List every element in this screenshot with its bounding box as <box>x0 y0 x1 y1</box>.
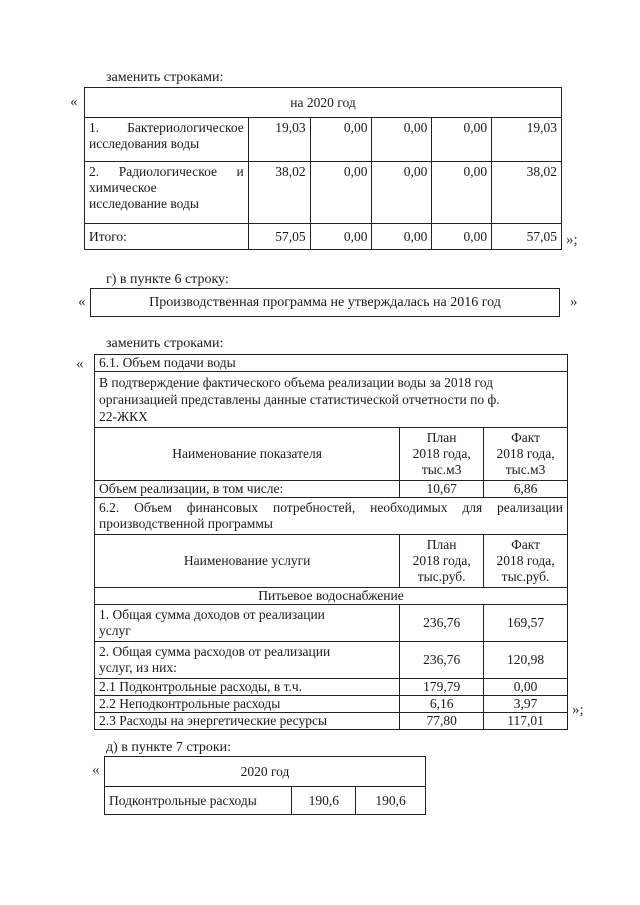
intro-replace-1: заменить строками: <box>106 70 224 85</box>
header-fact-l1: Факт <box>511 537 541 552</box>
header-fact-l2: 2018 года, <box>496 553 555 568</box>
row-name-l2: услуг <box>99 623 131 638</box>
table-2020-header: на 2020 год <box>85 88 562 118</box>
cell: 236,76 <box>400 605 484 642</box>
row-name: 2.3 Расходы на энергетические ресурсы <box>95 713 400 730</box>
note-line-2: организацией представлены данные статистической отчетности по ф. <box>99 392 500 407</box>
cell: 0,00 <box>432 224 492 250</box>
section-6-2-l2: производственной программы <box>99 516 273 531</box>
header-plan-l1: План <box>426 430 457 445</box>
total-label: Итого: <box>85 224 249 250</box>
cell: 0,00 <box>484 679 568 696</box>
table-water-supply <box>94 354 568 730</box>
cell: 57,05 <box>248 224 310 250</box>
cell: 6,16 <box>400 696 484 713</box>
cell: 190,6 <box>292 787 356 815</box>
volume-label: Объем реализации, в том числе: <box>95 481 400 498</box>
table-row <box>85 118 562 162</box>
cell: 179,79 <box>400 679 484 696</box>
header-plan-l2: 2018 года, <box>412 553 471 568</box>
header-fact-l2: 2018 года, <box>496 446 555 461</box>
row2-name-l2: химическое <box>89 180 157 195</box>
volume-fact: 6,86 <box>484 481 568 498</box>
table-row-total <box>85 224 562 250</box>
table-row <box>95 713 568 730</box>
row2-name-l1: 2. Радиологическое и <box>89 164 244 179</box>
cell: 0,00 <box>310 118 372 162</box>
close-quote-1: »; <box>566 232 578 248</box>
volume-plan: 10,67 <box>400 481 484 498</box>
row1-name-l2: исследования воды <box>89 136 200 151</box>
section-6-2-l1: 6.2. Объем финансовых потребностей, необходимых для реализации <box>99 500 563 515</box>
close-quote-2: » <box>570 294 578 310</box>
table-row <box>95 642 568 679</box>
header-fact-l3: тыс.руб. <box>501 569 550 584</box>
cell: 0,00 <box>372 162 432 224</box>
cell: 3,97 <box>484 696 568 713</box>
header-plan-l3: тыс.м3 <box>421 462 462 477</box>
cell: 0,00 <box>310 162 372 224</box>
table-row <box>95 696 568 713</box>
cell: 0,00 <box>372 118 432 162</box>
header-indicator-name: Наименование показателя <box>95 428 400 481</box>
row2-name-l3: исследование воды <box>89 196 199 211</box>
row-name: Подконтрольные расходы <box>105 787 292 815</box>
row-name-l2: услуг, из них: <box>99 660 177 675</box>
intro-item-6: г) в пункте 6 строку: <box>106 272 229 287</box>
cell: 38,02 <box>248 162 310 224</box>
cell: 19,03 <box>248 118 310 162</box>
section-6-1-title: 6.1. Объем подачи воды <box>95 355 568 372</box>
cell: 19,03 <box>492 118 562 162</box>
cell: 236,76 <box>400 642 484 679</box>
cell: 57,05 <box>492 224 562 250</box>
table-row <box>105 787 426 815</box>
header-plan-l2: 2018 года, <box>412 446 471 461</box>
table-2020-header-2: 2020 год <box>105 757 426 787</box>
row-name-l1: 2. Общая сумма расходов от реализации <box>99 644 331 659</box>
cell: 120,98 <box>484 642 568 679</box>
cell: 190,6 <box>356 787 426 815</box>
cell: 0,00 <box>310 224 372 250</box>
table-row <box>85 162 562 224</box>
cell: 0,00 <box>432 118 492 162</box>
header-plan-l1: План <box>426 537 457 552</box>
table-row <box>95 481 568 498</box>
table-row <box>95 679 568 696</box>
cell: 169,57 <box>484 605 568 642</box>
row-name: 2.2 Неподконтрольные расходы <box>95 696 400 713</box>
close-quote-3: »; <box>572 702 584 718</box>
table-2016 <box>90 288 560 317</box>
row1-name-l1: 1. Бактериологическое <box>89 120 244 135</box>
program-not-approved: Производственная программа не утверждалась на 2016 год <box>91 289 560 317</box>
header-plan-l3: тыс.руб. <box>417 569 466 584</box>
table-row <box>95 605 568 642</box>
intro-item-7: д) в пункте 7 строки: <box>106 740 232 755</box>
row-name: 2.1 Подконтрольные расходы, в т.ч. <box>95 679 400 696</box>
cell: 0,00 <box>372 224 432 250</box>
open-quote-2: « <box>78 294 86 310</box>
open-quote-1: « <box>70 94 78 110</box>
cell: 38,02 <box>492 162 562 224</box>
intro-replace-2: заменить строками: <box>106 336 224 351</box>
cell: 0,00 <box>432 162 492 224</box>
open-quote-4: « <box>92 762 100 778</box>
table-2020 <box>84 87 562 250</box>
cell: 77,80 <box>400 713 484 730</box>
note-line-3: 22-ЖКХ <box>99 409 148 424</box>
table-2020-controlled <box>104 756 426 815</box>
subheader-drinking-water: Питьевое водоснабжение <box>95 588 568 605</box>
open-quote-3: « <box>76 356 84 372</box>
header-service-name: Наименование услуги <box>95 535 400 588</box>
row-name-l1: 1. Общая сумма доходов от реализации <box>99 607 325 622</box>
note-line-1: В подтверждение фактического объема реализации воды за 2018 год <box>99 375 493 390</box>
cell: 117,01 <box>484 713 568 730</box>
header-fact-l1: Факт <box>511 430 541 445</box>
header-fact-l3: тыс.м3 <box>505 462 546 477</box>
